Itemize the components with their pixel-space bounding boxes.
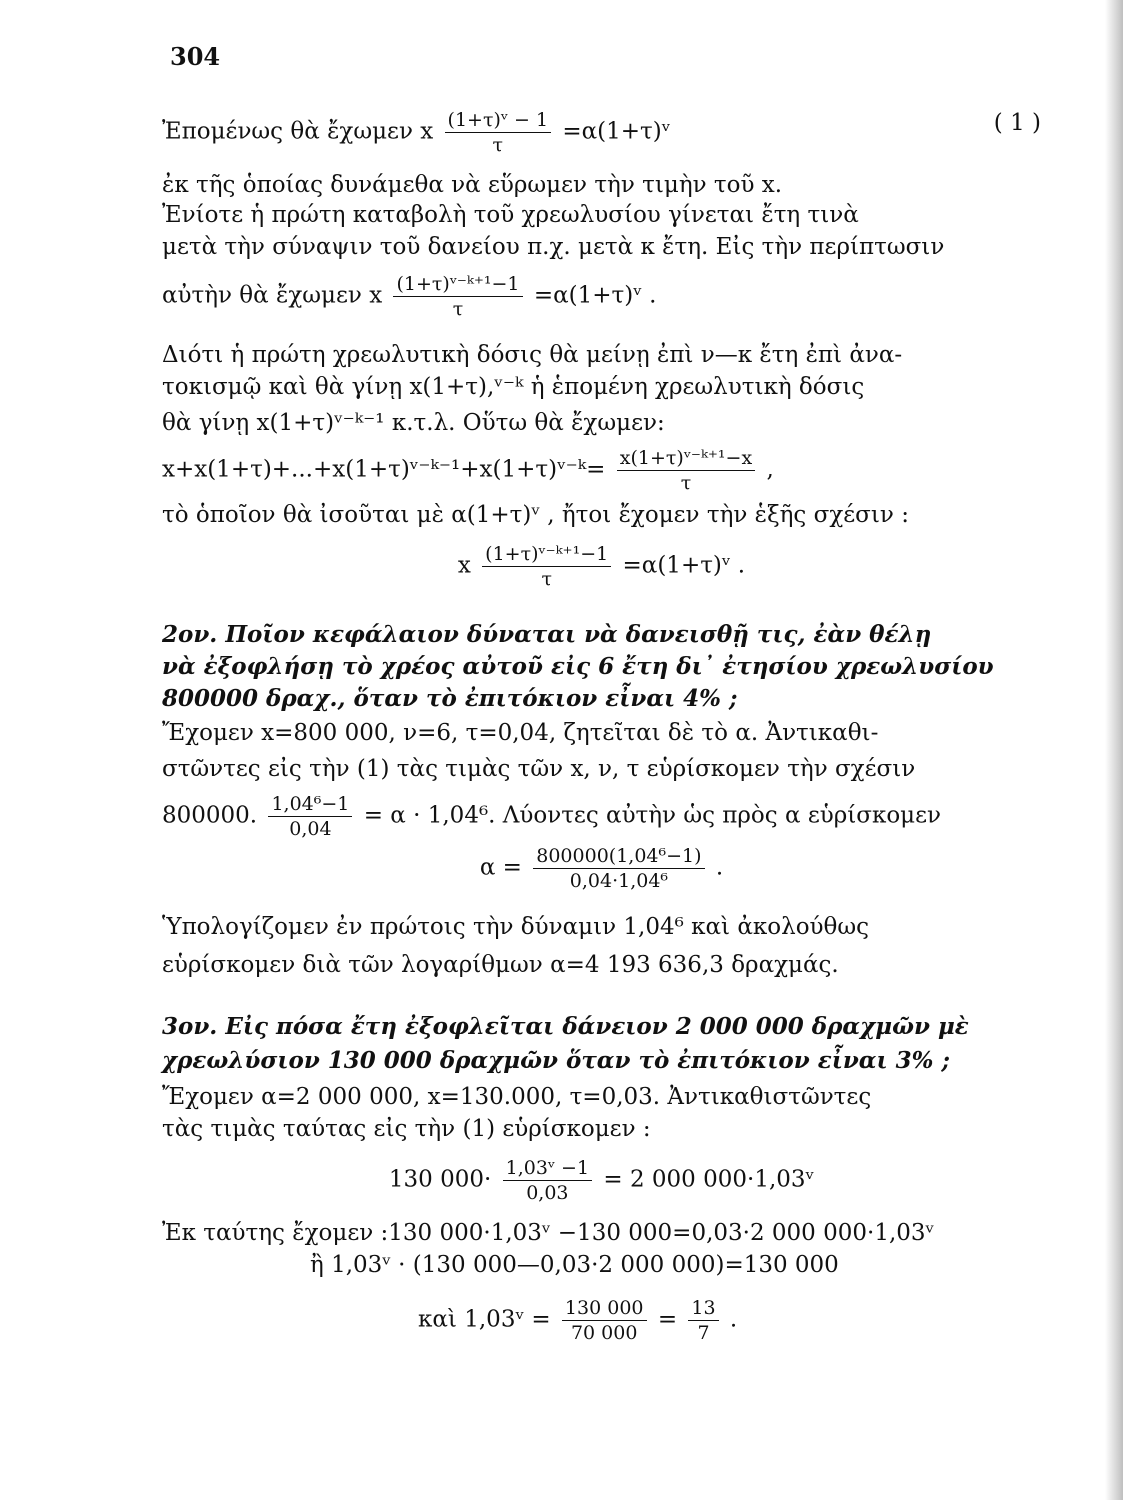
problem-3-heading: χρεωλύσιον 130 000 δραχμῶν ὅταν τὸ ἐπιτόκιον εἶναι 3% ; bbox=[162, 1047, 950, 1074]
page-edge-shadow bbox=[1105, 0, 1123, 1500]
equation-line-3: x+x(1+τ)+...+x(1+τ)ᵛ⁻ᵏ⁻¹+x(1+τ)ᵛ⁻ᵏ= $\frac{\text{x(1+τ)ᵛ⁻ᵏ⁺¹−x}}{\tau}$ , bbox=[162, 447, 774, 494]
problem-2-heading: 800000 δραχ., ὅταν τὸ ἐπιτόκιον εἶναι 4% ; bbox=[162, 685, 738, 712]
text-line: τὰς τιμὰς ταύτας εἰς τὴν (1) εὑρίσκομεν : bbox=[162, 1116, 651, 1142]
fraction: $\frac{\text{(1+τ)ᵛ − 1}}{\tau}$ bbox=[445, 108, 552, 157]
text-line: τὸ ὁποῖον θὰ ἰσοῦται μὲ α(1+τ)ᵛ , ἤτοι ἔχομεν τὴν ἑξῆς σχέσιν : bbox=[162, 502, 909, 528]
equation-line: 130 000· $\frac{\text{1,03ᵛ −1}}{0,03}$ = 2 000 000·1,03ᵛ bbox=[388, 1157, 815, 1204]
equation-line-4: x $\frac{\text{(1+τ)ᵛ⁻ᵏ⁺¹−1}}{\tau}$ =α(1+τ)ᵛ . bbox=[457, 543, 746, 590]
equation-line: 800000. $\frac{\text{1,04⁶−1}}{0,04}$ = α · 1,04⁶. Λύοντες αὐτὴν ὡς πρὸς α εὑρίσκομεν bbox=[162, 793, 942, 840]
fraction: $\frac{\text{1,03ᵛ −1}}{0,03}$ bbox=[503, 1156, 592, 1205]
text-line: Ἐνίοτε ἡ πρώτη καταβολὴ τοῦ χρεωλυσίου γίνεται ἔτη τινὰ bbox=[162, 202, 859, 228]
page-number: 304 bbox=[170, 42, 221, 71]
text-line: ἐκ τῆς ὁποίας δυνάμεθα νὰ εὕρωμεν τὴν τιμὴν τοῦ x. bbox=[162, 172, 783, 198]
text-line: Ὑπολογίζομεν ἐν πρώτοις τὴν δύναμιν 1,04⁶ καὶ ἀκολούθως bbox=[162, 914, 870, 940]
fraction: $\frac{\text{(1+τ)ᵛ⁻ᵏ⁺¹−1}}{\tau}$ bbox=[393, 272, 522, 321]
fraction: $\frac{13}{7}$ bbox=[688, 1296, 718, 1345]
equation-line: Ἐκ ταύτης ἔχομεν :130 000·1,03ᵛ −130 000=0,03·2 000 000·1,03ᵛ bbox=[162, 1220, 935, 1246]
text-line: Ἔχομεν x=800 000, ν=6, τ=0,04, ζητεῖται δὲ τὸ α. Ἀντικαθι- bbox=[162, 720, 879, 746]
text-line: Διότι ἡ πρώτη χρεωλυτικὴ δόσις θὰ μείνῃ ἐπὶ ν—κ ἔτη ἐπὶ ἀνα- bbox=[162, 342, 903, 368]
problem-3-heading: 3ον. Εἰς πόσα ἔτη ἐξοφλεῖται δάνειον 2 000 000 δραχμῶν μὲ bbox=[162, 1013, 969, 1040]
fraction: $\frac{\text{(1+τ)ᵛ⁻ᵏ⁺¹−1}}{\tau}$ bbox=[482, 542, 611, 591]
problem-2-heading: 2ον. Ποῖον κεφάλαιον δύναται νὰ δανεισθῇ τις, ἐὰν θέλῃ bbox=[162, 621, 932, 648]
equation-number: ( 1 ) bbox=[993, 110, 1041, 136]
equation-line: ἢ 1,03ᵛ · (130 000—0,03·2 000 000)=130 000 bbox=[310, 1252, 839, 1278]
text-line: μετὰ τὴν σύναψιν τοῦ δανείου π.χ. μετὰ κ ἔτη. Εἰς τὴν περίπτωσιν bbox=[162, 234, 945, 260]
text-line: στῶντες εἰς τὴν (1) τὰς τιμὰς τῶν x, ν, τ εὑρίσκομεν τὴν σχέσιν bbox=[162, 756, 916, 782]
equation-line-2: αὐτὴν θὰ ἔχωμεν x $\frac{\text{(1+τ)ᵛ⁻ᵏ⁺¹−1}}{\tau}$ =α(1+τ)ᵛ . bbox=[162, 273, 657, 320]
fraction: $\frac{130 000}{70 000}$ bbox=[562, 1296, 647, 1345]
equation-line-1: Ἐπομένως θὰ ἔχωμεν x $\frac{\text{(1+τ)ᵛ − 1}}{\tau}$ =α(1+τ)ᵛ ( 1 ) bbox=[162, 109, 1041, 156]
equation-line: καὶ 1,03ᵛ = $\frac{130 000}{70 000}$ = $\frac{13}{7}$ . bbox=[418, 1297, 738, 1344]
text-line: θὰ γίνῃ x(1+τ)ᵛ⁻ᵏ⁻¹ κ.τ.λ. Οὕτω θὰ ἔχωμεν: bbox=[162, 410, 665, 436]
equation-line: α = $\frac{\text{800000(1,04⁶−1)}}{\text{0,04·1,04⁶}}$ . bbox=[479, 845, 724, 892]
problem-2-heading: νὰ ἐξοφλήσῃ τὸ χρέος αὐτοῦ εἰς 6 ἔτη δι᾿ ἐτησίου χρεωλυσίου bbox=[162, 653, 994, 680]
text-line: Ἔχομεν α=2 000 000, x=130.000, τ=0,03. Ἀντικαθιστῶντες bbox=[162, 1084, 872, 1110]
fraction: $\frac{\text{1,04⁶−1}}{0,04}$ bbox=[268, 792, 352, 841]
text-line: τοκισμῷ καὶ θὰ γίνῃ x(1+τ),ᵛ⁻ᵏ ἡ ἑπομένη χρεωλυτικὴ δόσις bbox=[162, 374, 865, 400]
text-line: εὑρίσκομεν διὰ τῶν λογαρίθμων α=4 193 636,3 δραχμάς. bbox=[162, 952, 839, 978]
fraction: $\frac{\text{800000(1,04⁶−1)}}{\text{0,04·1,04⁶}}$ bbox=[533, 844, 704, 893]
fraction: $\frac{\text{x(1+τ)ᵛ⁻ᵏ⁺¹−x}}{\tau}$ bbox=[617, 446, 755, 495]
